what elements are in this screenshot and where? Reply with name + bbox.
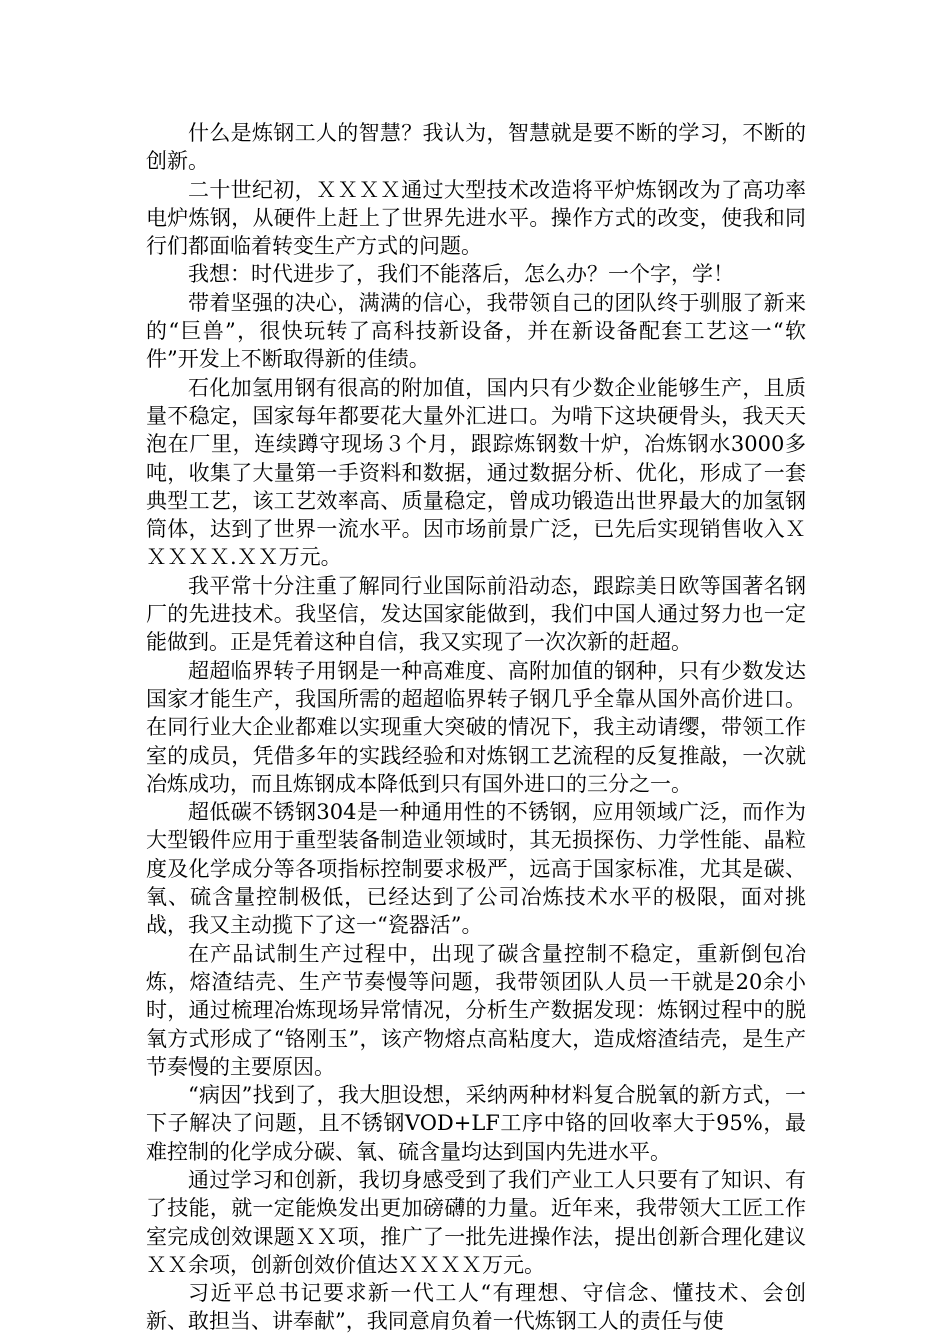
paragraph-12: 习近平总书记要求新一代工人“有理想、守信念、懂技术、会创新、敢担当、讲奉献”，我同意肩负着一代炼钢工人的责任与使 xyxy=(146,1281,806,1334)
paragraph-10: “病因”找到了，我大胆设想，采纳两种材料复合脱氧的新方式，一下子解决了问题，且不锈钢VOD+LF工序中铬的回收率大于95%，最难控制的化学成分碳、氧、硫含量均达到国内先进水平。 xyxy=(146,1083,806,1164)
paragraph-3: 我想：时代进步了，我们不能落后，怎么办？一个字，学！ xyxy=(188,262,734,287)
paragraph-11: 通过学习和创新，我切身感受到了我们产业工人只要有了知识、有了技能，就一定能焕发出更加磅礴的力量。近年来，我带领大工匠工作室完成创效课题ＸＸ项，推广了一批先进操作法，提出创新合理化建议ＸＸ余项，创新创效价值达ＸＸＸＸ万元。 xyxy=(146,1167,806,1277)
paragraph-1: 什么是炼钢工人的智慧？我认为，智慧就是要不断的学习，不断的创新。 xyxy=(146,121,806,174)
document-body xyxy=(146,119,806,1336)
paragraph-9: 在产品试制生产过程中，出现了碳含量控制不稳定，重新倒包冶炼，熔渣结壳、生产节奏慢等问题，我带领团队人员一干就是20余小时，通过梳理冶炼现场异常情况，分析生产数据发现：炼钢过程中的脱氧方式形成了“铬刚玉”，该产物熔点高粘度大，造成熔渣结壳，是生产节奏慢的主要原因。 xyxy=(146,941,806,1079)
paragraph-6: 我平常十分注重了解同行业国际前沿动态，跟踪美日欧等国著名钢厂的先进技术。我坚信，发达国家能做到，我们中国人通过努力也一定能做到。正是凭着这种自信，我又实现了一次次新的赶超。 xyxy=(146,573,806,655)
paragraph-5: 石化加氢用钢有很高的附加值，国内只有少数企业能够生产，且质量不稳定，国家每年都要花大量外汇进口。为啃下这块硬骨头，我天天泡在厂里，连续蹲守现场３个月，跟踪炼钢数十炉，冶炼钢水3000多吨，收集了大量第一手资料和数据，通过数据分析、优化，形成了一套典型工艺，该工艺效率高、质量稳定，曾成功锻造出世界最大的加氢钢筒体，达到了世界一流水平。因市场前景广泛，已先后实现销售收入ＸＸＸＸＸ.ＸＸ万元。 xyxy=(146,375,806,570)
paragraph-7: 超超临界转子用钢是一种高难度、高附加值的钢种，只有少数发达国家才能生产，我国所需的超超临界转子钢几乎全靠从国外高价进口。在同行业大企业都难以实现重大突破的情况下，我主动请缨，带领工作室的成员，凭借多年的实践经验和对炼钢工艺流程的反复推敲，一次就冶炼成功，而且炼钢成本降低到只有国外进口的三分之一。 xyxy=(146,658,806,796)
paragraph-2: 二十世纪初，ＸＸＸＸ通过大型技术改造将平炉炼钢改为了高功率电炉炼钢，从硬件上赶上了世界先进水平。操作方式的改变，使我和同行们都面临着转变生产方式的问题。 xyxy=(146,177,806,259)
paragraph-8: 超低碳不锈钢304是一种通用性的不锈钢，应用领域广泛，而作为大型锻件应用于重型装备制造业领域时，其无损探伤、力学性能、晶粒度及化学成分等各项指标控制要求极严，远高于国家标准，尤其是碳、氧、硫含量控制极低，已经达到了公司冶炼技术水平的极限，面对挑战，我又主动揽下了这一“瓷器活”。 xyxy=(146,800,806,938)
paragraph-4: 带着坚强的决心，满满的信心，我带领自己的团队终于驯服了新来的“巨兽”，很快玩转了高科技新设备，并在新设备配套工艺这一“软件”开发上不断取得新的佳绩。 xyxy=(146,290,806,372)
